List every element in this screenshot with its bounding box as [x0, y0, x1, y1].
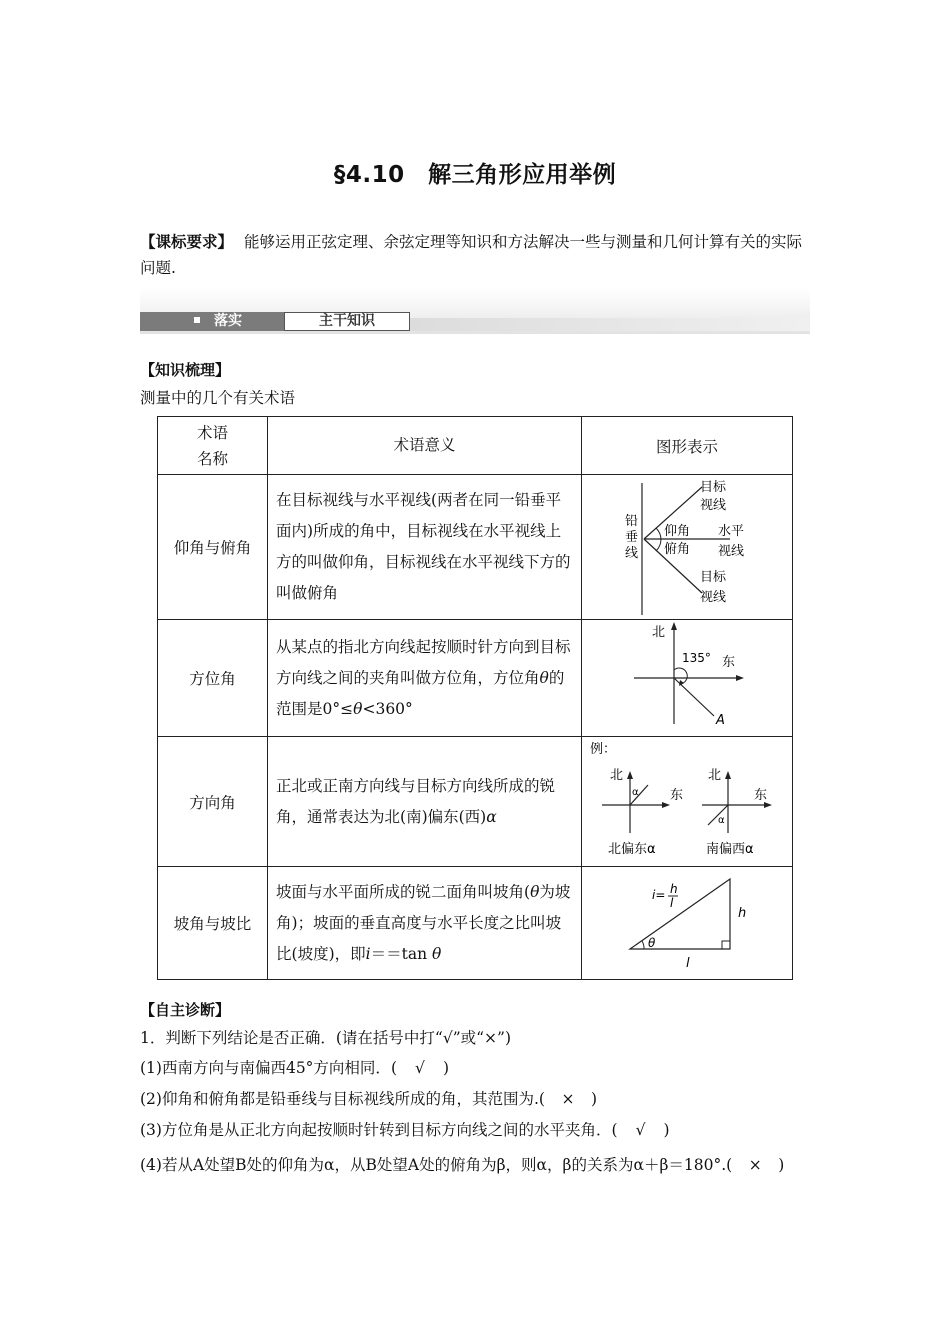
label-plumb-1: 铅 — [624, 514, 638, 529]
label-i: i= — [651, 888, 666, 902]
table-row — [158, 737, 793, 867]
banner-tag: 落实 — [140, 312, 284, 331]
label-sightline-top: 视线 — [699, 498, 726, 513]
header-meaning: 术语意义 — [268, 417, 582, 475]
table-row — [158, 620, 793, 737]
figure-azimuth — [581, 620, 792, 737]
header-name: 术语 名称 — [158, 417, 268, 475]
term-meaning: 坡面与水平面所成的锐二面角叫坡角(θ为坡角)；坡面的垂直高度与水平长度之比叫坡比(坡度)，即i＝＝tan θ — [268, 867, 582, 980]
label-east: 东 — [721, 655, 735, 670]
label-plumb-3: 线 — [624, 546, 638, 561]
figure-elevation-depression — [581, 475, 792, 620]
label-alpha-left: α — [631, 787, 639, 798]
knowledge-intro: 测量中的几个有关术语 — [140, 389, 296, 407]
header-figure: 图形表示 — [581, 417, 792, 475]
label-theta: θ — [647, 936, 656, 950]
label-horizontal-sightline: 视线 — [717, 544, 744, 559]
label-h: h — [737, 906, 747, 921]
label-target-bottom: 目标 — [699, 570, 726, 585]
requirement-text: 能够运用正弦定理、余弦定理等知识和方法解决一些与测量和几何计算有关的实际问题. — [140, 233, 802, 277]
question-item-2: (2)仰角和俯角都是铅垂线与目标视线所成的角，其范围为.( × ) — [140, 1090, 598, 1108]
term-meaning: 正北或正南方向线与目标方向线所成的锐角，通常表达为北(南)偏东(西)α — [268, 737, 582, 867]
answer-3: √ — [635, 1121, 646, 1139]
table-header-row — [158, 417, 793, 475]
label-sightline-bottom: 视线 — [699, 590, 726, 605]
answer-2: × — [561, 1090, 575, 1108]
label-l: l — [685, 956, 690, 971]
question-item-4: (4)若从A处望B处的仰角为α，从B处望A处的俯角为β，则α，β的关系为α＋β＝180°.( × ) — [140, 1150, 812, 1181]
label-depression-angle: 俯角 — [663, 542, 690, 557]
caption-sw: 南偏西α — [705, 842, 754, 857]
label-plumb-2: 垂 — [624, 530, 638, 545]
elevation-diagram — [582, 475, 792, 615]
course-requirement — [140, 229, 812, 281]
label-example: 例： — [589, 742, 616, 757]
banner-subtitle: 主干知识 — [284, 312, 410, 331]
page-title: §4.10 解三角形应用举例 — [333, 162, 617, 188]
label-point-a: A — [715, 713, 725, 728]
label-north: 北 — [651, 625, 665, 640]
label-north-right: 北 — [707, 768, 721, 783]
figure-direction — [581, 737, 792, 867]
label-alpha-right: α — [717, 815, 725, 826]
answer-4: × — [748, 1156, 762, 1174]
question-item-1: (1)西南方向与南偏西45°方向相同．( √ ) — [140, 1059, 450, 1077]
label-elevation-angle: 仰角 — [663, 524, 690, 539]
direction-diagram — [582, 737, 792, 862]
term-name: 方向角 — [158, 737, 268, 867]
diagnosis-heading: 【自主诊断】 — [140, 1001, 231, 1019]
terms-table — [157, 416, 793, 980]
figure-slope — [581, 867, 792, 980]
table-row — [158, 475, 793, 620]
slope-diagram — [582, 867, 792, 975]
answer-1: √ — [415, 1059, 425, 1077]
term-name: 方位角 — [158, 620, 268, 737]
requirement-label: 【课标要求】 — [140, 233, 234, 251]
label-east-right: 东 — [753, 788, 767, 803]
question-item-3: (3)方位角是从正北方向起按顺时针转到目标方向线之间的水平夹角．( √ ) — [140, 1121, 670, 1139]
label-north-left: 北 — [609, 768, 623, 783]
knowledge-heading: 【知识梳理】 — [140, 361, 231, 379]
label-target-top: 目标 — [699, 480, 726, 495]
caption-ne: 北偏东α — [607, 842, 656, 857]
label-i-den: l — [669, 896, 674, 910]
term-meaning: 在目标视线与水平视线(两者在同一铅垂平面内)所成的角中，目标视线在水平视线上方的叫做仰角，目标视线在水平视线下方的叫做俯角 — [268, 475, 582, 620]
label-135: 135° — [681, 651, 711, 665]
term-meaning: 从某点的指北方向线起按顺时针方向到目标方向线之间的夹角叫做方位角，方位角θ的范围是0°≤θ<360° — [268, 620, 582, 737]
label-east-left: 东 — [669, 788, 683, 803]
question-1: 1．判断下列结论是否正确．(请在括号中打“√”或“×”) — [140, 1029, 512, 1047]
azimuth-diagram — [582, 620, 792, 732]
term-name: 坡角与坡比 — [158, 867, 268, 980]
label-horizontal: 水平 — [717, 524, 744, 539]
table-row — [158, 867, 793, 980]
term-name: 仰角与俯角 — [158, 475, 268, 620]
label-i-num: h — [669, 882, 678, 896]
